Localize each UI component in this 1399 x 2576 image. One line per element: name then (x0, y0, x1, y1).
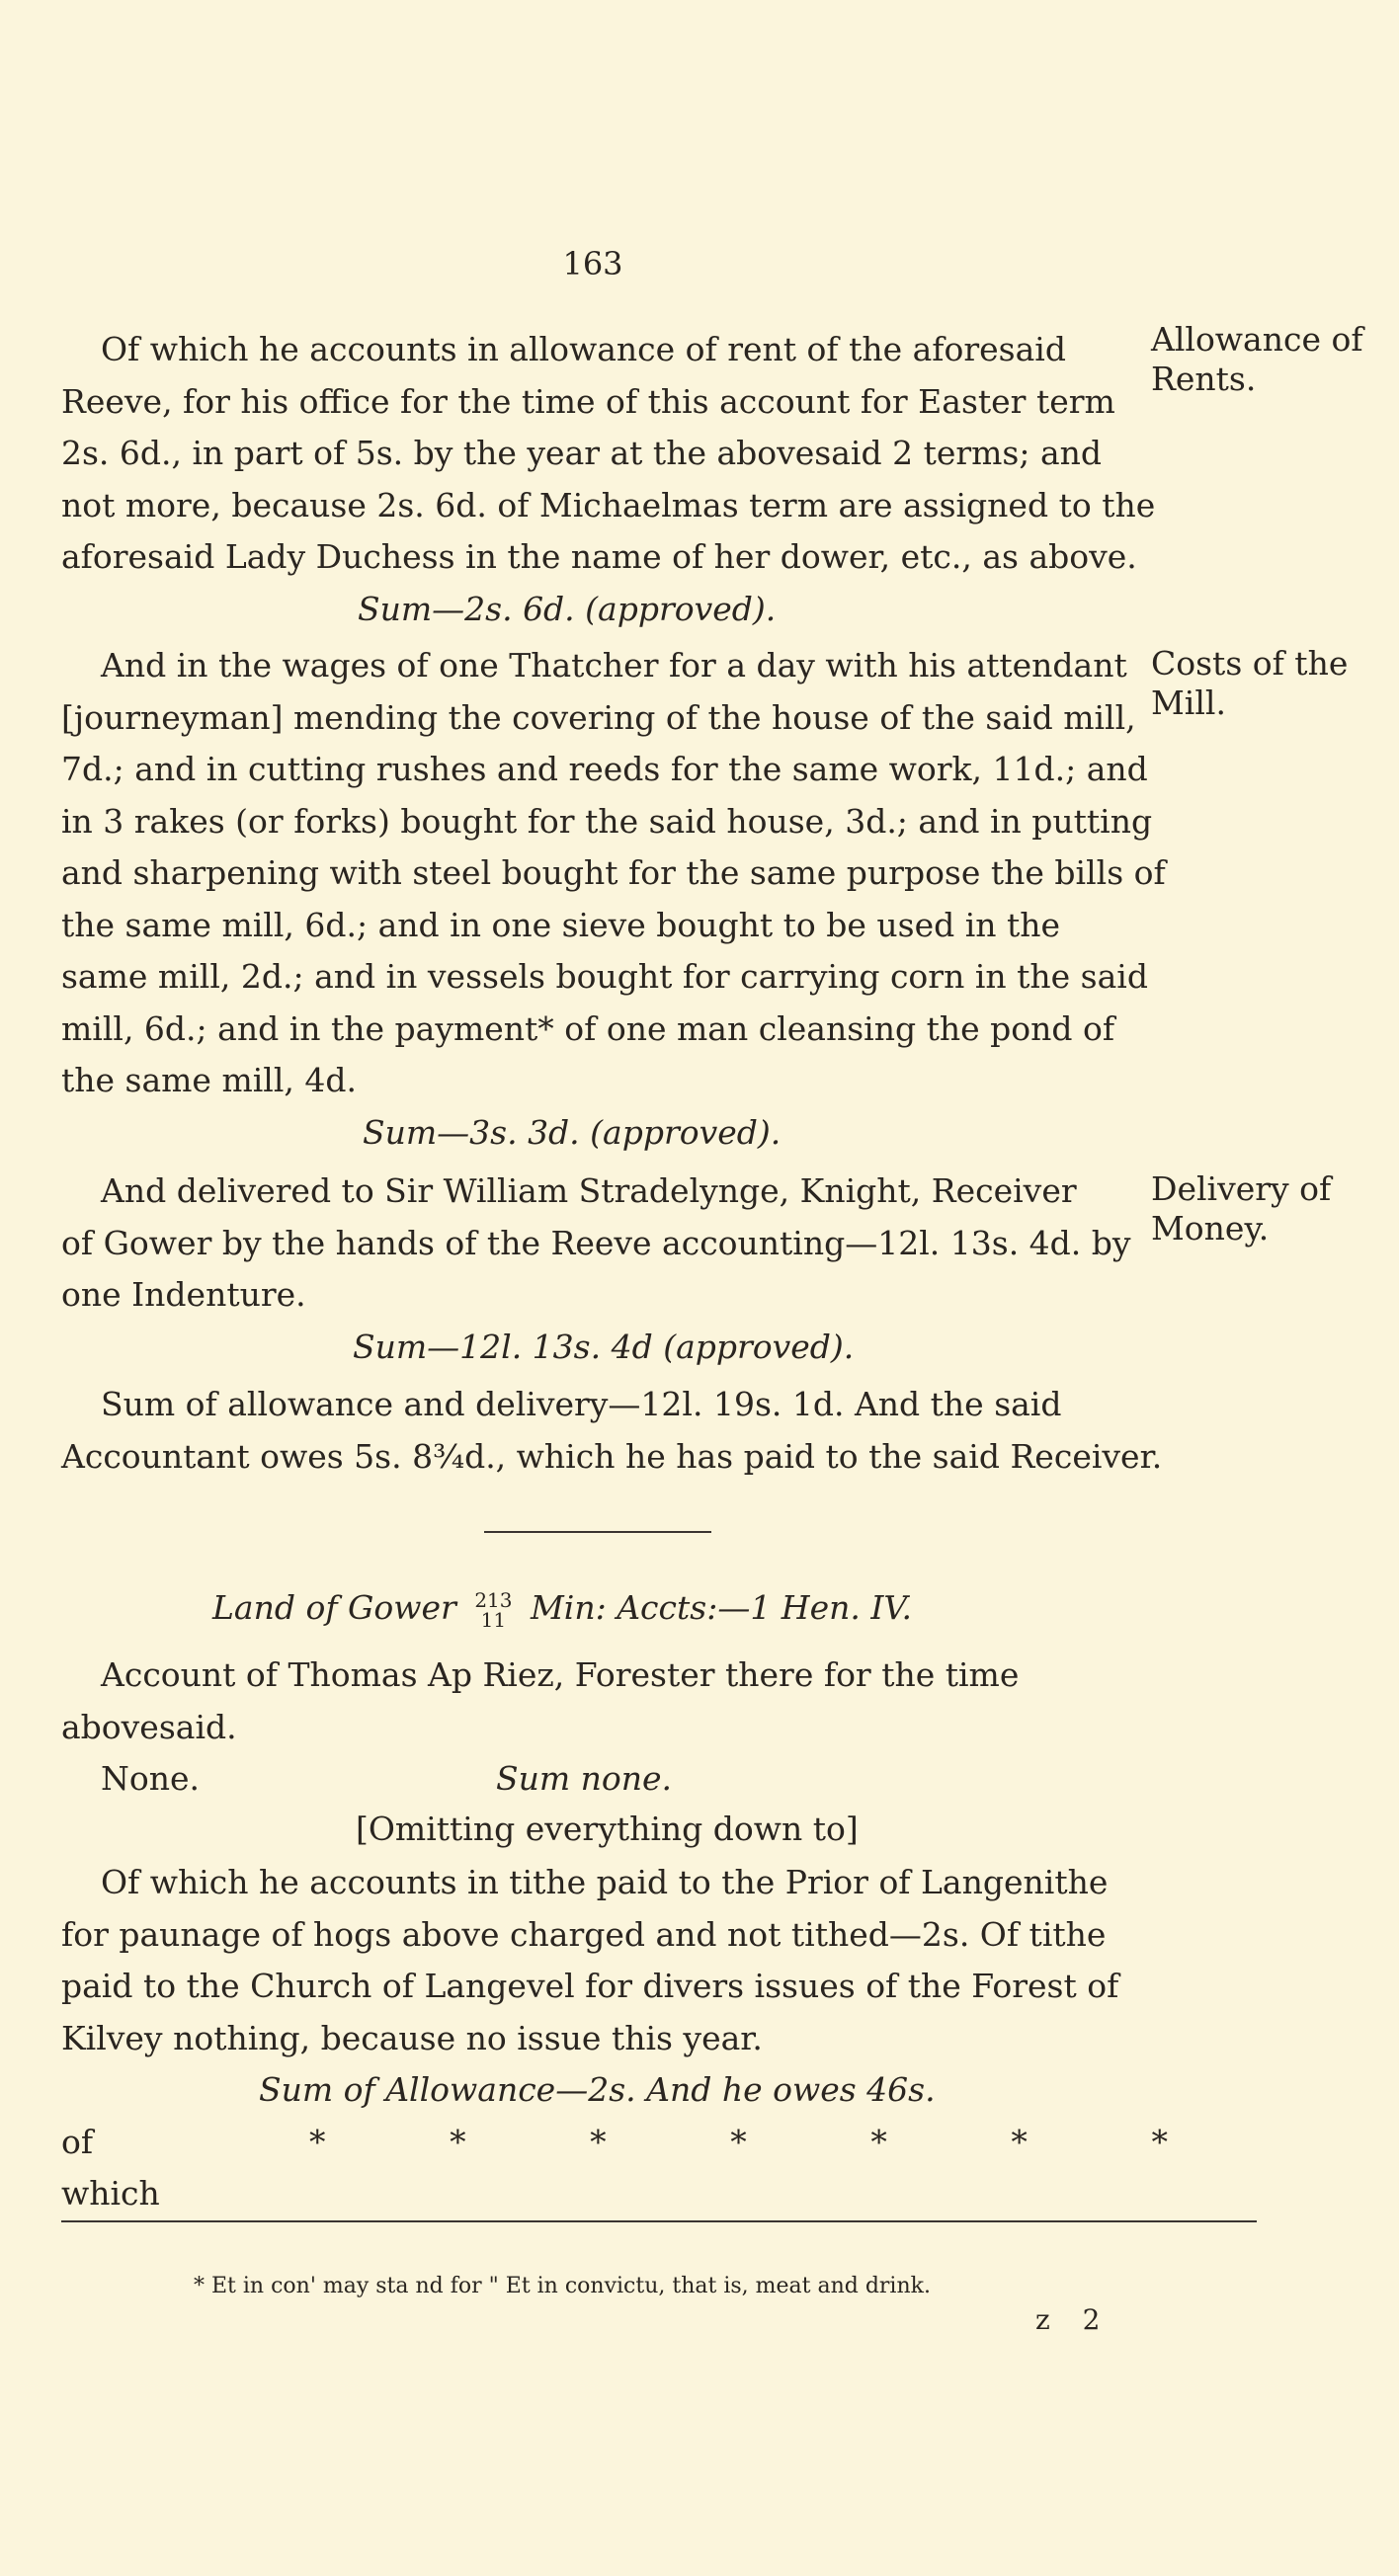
text-line: the same mill, 4d. (61, 1061, 357, 1099)
fraction-bottom: 11 (480, 1608, 507, 1632)
omission-text: [Omitting everything down to] (356, 1810, 859, 1848)
sum-line: Sum of Allowance—2s. And he owes 46s. (259, 2070, 936, 2109)
text-line: for paunage of hogs above charged and not tithed—2s. Of tithe (61, 1914, 1107, 1954)
margin-text: Mill. (1151, 684, 1226, 722)
asterisk: * (450, 2122, 466, 2161)
footnote-rule (61, 2220, 1257, 2222)
heading-right: Min: Accts:—1 Hen. IV. (531, 1588, 912, 1627)
sum-none-text: Sum none. (496, 1759, 673, 1798)
text-line: Accountant owes 5s. 8¾d., which he has paid to the said Receiver. (61, 1436, 1163, 1476)
text-line: 2s. 6d., in part of 5s. by the year at the abovesaid 2 terms; and (61, 434, 1103, 472)
section-divider (484, 1531, 711, 1533)
sum-line: Sum—2s. 6d. (approved). (358, 589, 777, 628)
asterisk-row (309, 2117, 1168, 2169)
text-line: Sum of allowance and delivery—12l. 19s. 1d. And the said (101, 1385, 1062, 1423)
margin-note-delivery (1151, 1169, 1388, 1248)
text-line: Reeve, for his office for the time of this account for Easter term (61, 381, 1115, 421)
text-line: not more, because 2s. 6d. of Michaelmas term are assigned to the (61, 485, 1156, 524)
omission-note (356, 1804, 1047, 1856)
paragraph-costs-mill (61, 640, 1168, 1159)
signature-mark: z 2 (1035, 2303, 1112, 2336)
paragraph-allowance-rents (61, 324, 1168, 635)
none-text: None. (101, 1759, 201, 1798)
heading-left: Land of Gower (212, 1588, 456, 1627)
sum-line: Sum—3s. 3d. (approved). (363, 1112, 782, 1152)
text-line: the same mill, 6d.; and in one sieve bought to be used in the (61, 905, 1061, 944)
text-line: Of which he accounts in allowance of rent of the aforesaid (101, 330, 1066, 368)
text-line: 7d.; and in cutting rushes and reeds for the same work, 11d.; and (61, 750, 1148, 788)
text-line: and sharpening with steel bought for the same purpose the bills of (61, 853, 1166, 892)
sum-line: Sum—12l. 13s. 4d (approved). (353, 1327, 855, 1366)
fraction-top: 213 (474, 1588, 513, 1612)
paragraph-tithe (61, 1857, 1168, 2220)
paragraph-delivery (61, 1166, 1168, 1373)
paragraph-total (61, 1379, 1168, 1483)
asterisk: * (1151, 2122, 1168, 2161)
asterisk: * (309, 2122, 326, 2161)
page-number: 163 (562, 245, 623, 282)
heading-fraction (474, 1590, 512, 1630)
asterisk: * (870, 2122, 887, 2161)
asterisk: * (730, 2122, 747, 2161)
margin-note-mill (1151, 644, 1388, 723)
asterisk: * (590, 2122, 607, 2161)
paragraph-forester (61, 1650, 1168, 1806)
margin-text: Money. (1151, 1209, 1270, 1248)
text-line: Account of Thomas Ap Riez, Forester there for the time (101, 1655, 1020, 1694)
footnote: * Et in con' may sta nd for " Et in convictu, that is, meat and drink. (194, 2274, 931, 2298)
of-which-text: of which (61, 2122, 160, 2213)
text-line: of Gower by the hands of the Reeve accounting—12l. 13s. 4d. by (61, 1223, 1131, 1262)
asterisk: * (1011, 2122, 1028, 2161)
text-line: And in the wages of one Thatcher for a day with his attendant (101, 646, 1127, 684)
margin-text: Rents. (1151, 360, 1257, 398)
none-line (101, 1753, 1168, 1806)
text-line: one Indenture. (61, 1275, 306, 1314)
text-line: [journeyman] mending the covering of the house of the said mill, (61, 697, 1136, 737)
margin-text: Delivery of (1151, 1169, 1332, 1208)
margin-text: Costs of the (1151, 644, 1349, 683)
section-heading (212, 1588, 912, 1630)
text-line: Kilvey nothing, because no issue this year. (61, 2018, 763, 2057)
margin-note-rents (1151, 320, 1388, 399)
text-line: aforesaid Lady Duchess in the name of her dower, etc., as above. (61, 537, 1137, 576)
text-line: in 3 rakes (or forks) bought for the said house, 3d.; and in putting (61, 801, 1153, 841)
text-line: same mill, 2d.; and in vessels bought for carrying corn in the said (61, 957, 1148, 996)
text-line: paid to the Church of Langevel for divers issues of the Forest of (61, 1967, 1119, 2005)
margin-text: Allowance of (1151, 320, 1363, 359)
text-line: Of which he accounts in tithe paid to the Prior of Langenithe (101, 1863, 1109, 1901)
text-line: And delivered to Sir William Stradelynge, Knight, Receiver (101, 1171, 1077, 1210)
text-line: abovesaid. (61, 1707, 237, 1746)
of-which-line (61, 2117, 1168, 2220)
text-line: mill, 6d.; and in the payment* of one man cleansing the pond of (61, 1008, 1115, 1048)
